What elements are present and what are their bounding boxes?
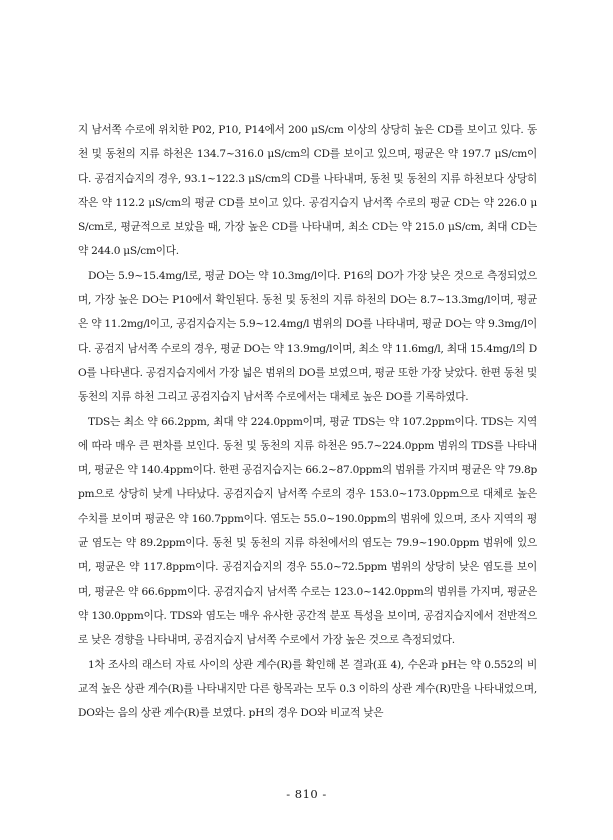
- paragraph-correlation: 1차 조사의 래스터 자료 사이의 상관 계수(R)를 확인해 본 결과(표 4), 수온과 pH는 약 0.552의 비교적 높은 상관 계수(R)를 나타내지만 다른 항목과는 모두 0.3 이하의 상관 계수(R)만을 나타내었으며, DO와는 음의 상관 계수(R)를 보였다. pH의 경우 DO와 비교적 낮은: [78, 658, 537, 720]
- page-number: - 810 -: [286, 787, 327, 801]
- paragraph-tds: TDS는 최소 약 66.2ppm, 최대 약 224.0ppm이며, 평균 TDS는 약 107.2ppm이다. TDS는 지역에 따라 매우 큰 편차를 보인다. 동천 및 동천의 지류 하천은 95.7~224.0ppm 범위의 TDS를 나타내며, 평균은 약 140.4ppm이다. 한편 공검지습지는 66.2~87.0ppm의 범위를 가지며 평균은 약 79.8ppm으로 상당히 낮게 나타났다. 공검지습지 남서쪽 수로의 경우 153.0~173.0ppm으로 대체로 높은 수치를 보이며 평균은 약 160.7ppm이다. 염도는 55.0~190.0ppm의 범위에 있으며, 조사 지역의 평균 염도는 약 89.2ppm이다. 동천 및 동천의 지류 하천에서의 염도는 79.9~190.0ppm 범위에 있으며, 평균은 약 117.8ppm이다. 공검지습지의 경우 55.0~72.5ppm 범위의 상당히 낮은 염도를 보이며, 평균은 약 66.6ppm이다. 공검지습지 남서쪽 수로는 123.0~142.0ppm의 범위를 가지며, 평균은 약 130.0ppm이다. TDS와 염도는 매우 유사한 공간적 분포 특성을 보이며, 공검지습지에서 전반적으로 낮은 경향을 나타내며, 공검지습지 남서쪽 수로에서 가장 높은 것으로 측정되었다.: [78, 415, 537, 647]
- paragraph-cd-continued: 지 남서쪽 수로에 위치한 P02, P10, P14에서 200 μS/cm 이상의 상당히 높은 CD를 보이고 있다. 동천 및 동천의 지류 하천은 134.7~316.0 μS/cm의 CD를 보이고 있으며, 평균은 약 197.7 μS/cm이다. 공검지습지의 경우, 93.1~122.3 μS/cm의 CD를 나타내며, 동천 및 동천의 지류 하천보다 상당히 작은 약 112.2 μS/cm의 평균 CD를 보이고 있다. 공검지습지 남서쪽 수로의 평균 CD는 약 226.0 μS/cm로, 평균적으로 보았을 때, 가장 높은 CD를 나타내며, 최소 CD는 약 215.0 μS/cm, 최대 CD는 약 244.0 μS/cm이다.: [78, 124, 537, 258]
- body-text: [78, 118, 537, 725]
- paragraph-do: DO는 5.9~15.4mg/l로, 평균 DO는 약 10.3mg/l이다. P16의 DO가 가장 낮은 것으로 측정되었으며, 가장 높은 DO는 P10에서 확인된다. 동천 및 동천의 지류 하천의 DO는 8.7~13.3mg/l이며, 평균은 약 11.2mg/l이고, 공검지습지는 5.9~12.4mg/l 범위의 DO를 나타내며, 평균 DO는 약 9.3mg/l이다. 공검지 남서쪽 수로의 경우, 평균 DO는 약 13.9mg/l이며, 최소 약 11.6mg/l, 최대 15.4mg/l의 DO를 나타낸다. 공검지습지에서 가장 넓은 범위의 DO를 보였으며, 평균 또한 가장 낮았다. 한편 동천 및 동천의 지류 하천 그리고 공검지습지 남서쪽 수로에서는 대체로 높은 DO를 기록하였다.: [78, 269, 537, 404]
